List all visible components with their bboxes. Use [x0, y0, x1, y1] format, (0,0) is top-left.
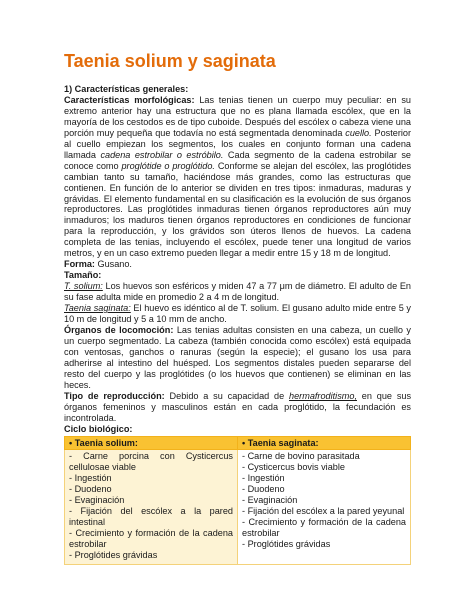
morphology-text-2: Posterior al cuello empiezan los segmentos, los cuales en conjunto forman una cadena llamada — [64, 127, 411, 160]
list-item: - Fijación del escólex a la pared intestinal — [69, 506, 233, 528]
saginata-label: Taenia saginata: — [64, 303, 131, 314]
section-heading-text: 1) Características generales: — [64, 84, 189, 94]
tamano-label: Tamaño: — [64, 270, 102, 281]
reproduccion-text-2: en que sus órganos femeninos y masculinos están en cada proglótido, la fecundación es incontrolada. — [64, 390, 412, 423]
list-item: - Crecimiento y formación de la cadena estrobilar — [69, 528, 233, 550]
ciclo-heading — [64, 424, 411, 435]
forma-text: Gusano. — [94, 259, 132, 270]
list-item: - Carne porcina con Cysticercus cellulosae viable — [69, 451, 233, 473]
locomocion-paragraph — [64, 325, 411, 391]
list-item: - Fijación del escólex a la pared yeyunal — [242, 506, 405, 517]
solium-size-paragraph — [64, 281, 411, 303]
solium-size-text: Los huevos son esféricos y miden 47 a 77 μm de diámetro. El adulto de En su fase adulta mide en promedio 2 a 4 m de longitud. — [64, 281, 411, 303]
morphology-text-4: Conforme se alejan del escólex, las proglótides cambian tanto su tamaño, haciéndose más grandes, como las estructuras que contienen. En función de lo anterior se dividen en tres tipos: inmaduras, maduras y grávidas. El elemento fundamental en su clasificación es la evolución de sus órganos reproductores. Las proglótides inmaduras tienen órganos reproductores aún muy inmaduros; los maduros tienen órganos reproductores en condiciones de funcionar para la reproducción, y los grávidos son úteros llenos de huevos. La cadena completa de las tenias, incluyendo el escólex, puede tener una longitud de varios metros, y en un caso extremo pueden llegar a medir entre 15 y 18 m de longitud. — [64, 160, 412, 259]
table-row — [65, 450, 411, 565]
section-heading — [64, 84, 411, 95]
morphology-text-3: Cada segmento de la cadena estrobilar se conoce como — [64, 149, 411, 171]
saginata-size-paragraph — [64, 303, 411, 325]
list-item: - Proglótides grávidas — [242, 539, 331, 550]
reproduccion-text-1: Debido a su capacidad de — [164, 390, 290, 401]
life-cycle-table — [64, 436, 411, 565]
saginata-cycle-cell — [238, 450, 411, 565]
list-item: - Crecimiento y formación de la cadena estrobilar — [242, 517, 406, 539]
list-item: - Evaginación — [242, 495, 298, 506]
table-header-row — [65, 436, 411, 450]
morphology-italic-3: proglótide o proglótido. — [121, 160, 215, 171]
list-item: - Proglótides grávidas — [69, 550, 158, 561]
morphology-italic-2: cadena estrobilar o estróbilo. — [100, 149, 224, 160]
tamano-heading — [64, 270, 411, 281]
locomocion-label: Órganos de locomoción: — [64, 324, 174, 335]
list-item: - Duodeno — [69, 484, 112, 495]
solium-cycle-cell — [65, 450, 238, 565]
hermafroditismo-term: hermafroditismo, — [289, 390, 357, 401]
list-item: - Ingestión — [69, 473, 112, 484]
morphology-text-1: Las tenias tienen un cuerpo muy peculiar: en su extremo anterior hay una estructura que no es plana llamada escólex, que en la mayoría de los cestodos es de tipo cuboide. Después del escólex o cabeza viene una porción muy pequeña que todavía no está segmentada denominada — [64, 94, 411, 138]
list-item: - Evaginación — [69, 495, 125, 506]
forma-paragraph — [64, 259, 411, 270]
morphology-label: Características morfológicas: — [64, 94, 195, 105]
document-page — [64, 50, 411, 565]
list-item: - Duodeno — [242, 484, 285, 495]
list-item: - Ingestión — [242, 473, 285, 484]
reproduccion-paragraph — [64, 391, 411, 424]
reproduccion-label: Tipo de reproducción: — [64, 390, 165, 401]
morphology-paragraph — [64, 95, 411, 259]
solium-label: T. solium: — [64, 281, 103, 292]
locomocion-text: Las tenias adultas consisten en una cabeza, un cuello y un cuerpo segmentado. La cabeza (también conocida como escólex) está equipada con ventosas, ganchos o ranuras (según la especie); el gusano los usa para adherirse al intestino del huésped. Los segmentos distales pueden separarse del resto del cuerpo y las proglótides (o los huevos que contienen) se eliminan en las heces. — [64, 324, 411, 390]
page-title: Taenia solium y saginata — [64, 51, 276, 71]
header-solium: • Taenia solium: — [65, 436, 238, 450]
ciclo-label: Ciclo biológico: — [64, 423, 133, 434]
list-item: - Cysticercus bovis viable — [242, 462, 345, 473]
header-saginata: • Taenia saginata: — [238, 436, 411, 450]
list-item: - Carne de bovino parasitada — [242, 451, 360, 462]
saginata-size-text: El huevo es idéntico al de T. solium. El gusano adulto mide entre 5 y 10 m de longitud y 5 a 10 mm de ancho. — [64, 303, 411, 325]
forma-label: Forma: — [64, 259, 95, 270]
morphology-italic-1: cuello. — [345, 127, 372, 138]
